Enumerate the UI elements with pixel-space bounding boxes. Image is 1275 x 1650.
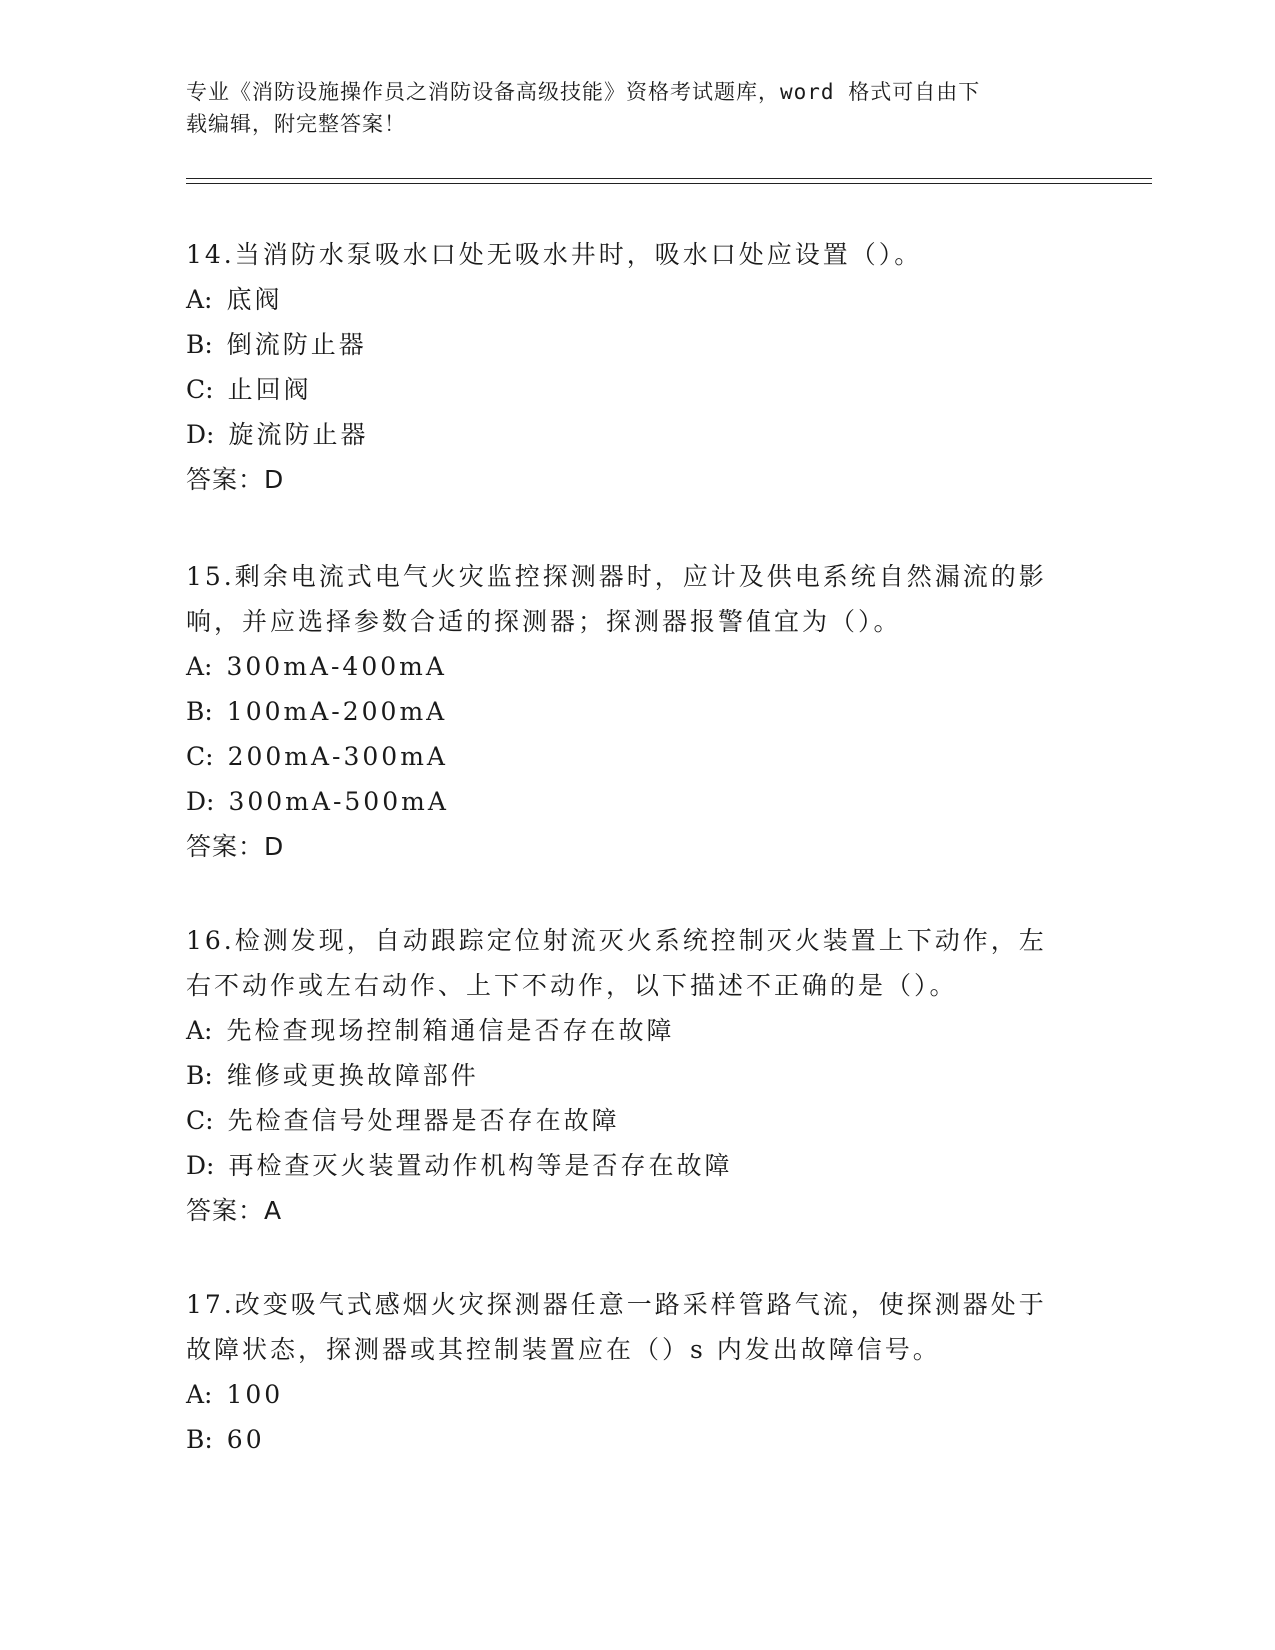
document-header [186,76,1086,140]
option-a: A: 300mA-400mA [186,652,447,681]
question-15 [186,554,1086,869]
answer-line: 答案：A [186,1196,283,1225]
option-b: B: 维修或更换故障部件 [186,1061,479,1090]
question-17 [186,1282,1086,1462]
header-rule-bottom [186,183,1152,184]
header-line-2: 载编辑，附完整答案！ [186,112,406,136]
question-stem-line: 17.改变吸气式感烟火灾探测器任意一路采样管路气流，使探测器处于 [186,1290,1047,1319]
question-14 [186,232,1086,502]
option-d: D: 再检查灭火装置动作机构等是否存在故障 [186,1151,733,1180]
option-c: C: 先检查信号处理器是否存在故障 [186,1106,620,1135]
header-line-1: 专业《消防设施操作员之消防设备高级技能》资格考试题库，word 格式可自由下 [186,80,981,104]
question-stem-line: 15.剩余电流式电气火灾监控探测器时，应计及供电系统自然漏流的影 [186,562,1047,591]
option-d: D: 旋流防止器 [186,420,369,449]
option-c: C: 止回阀 [186,375,312,404]
option-a: A: 先检查现场控制箱通信是否存在故障 [186,1016,675,1045]
question-stem-line: 右不动作或左右动作、上下不动作，以下描述不正确的是（）。 [186,971,958,1000]
option-c: C: 200mA-300mA [186,742,448,771]
option-b: B: 100mA-200mA [186,697,448,726]
answer-line: 答案：D [186,465,285,494]
option-a: A: 100 [186,1380,284,1409]
option-d: D: 300mA-500mA [186,787,449,816]
option-b: B: 倒流防止器 [186,330,367,359]
question-stem-line: 响，并应选择参数合适的探测器；探测器报警值宜为（）。 [186,607,902,636]
option-a: A: 底阀 [186,285,283,314]
question-stem-line: 16.检测发现，自动跟踪定位射流灭火系统控制灭火装置上下动作，左 [186,926,1047,955]
option-b: B: 60 [186,1425,265,1454]
question-stem-line: 14.当消防水泵吸水口处无吸水井时，吸水口处应设置（）。 [186,240,923,269]
question-stem-line: 故障状态，探测器或其控制装置应在（）s 内发出故障信号。 [186,1335,941,1364]
answer-line: 答案：D [186,832,285,861]
header-rule-top [186,178,1152,179]
question-16 [186,918,1086,1233]
